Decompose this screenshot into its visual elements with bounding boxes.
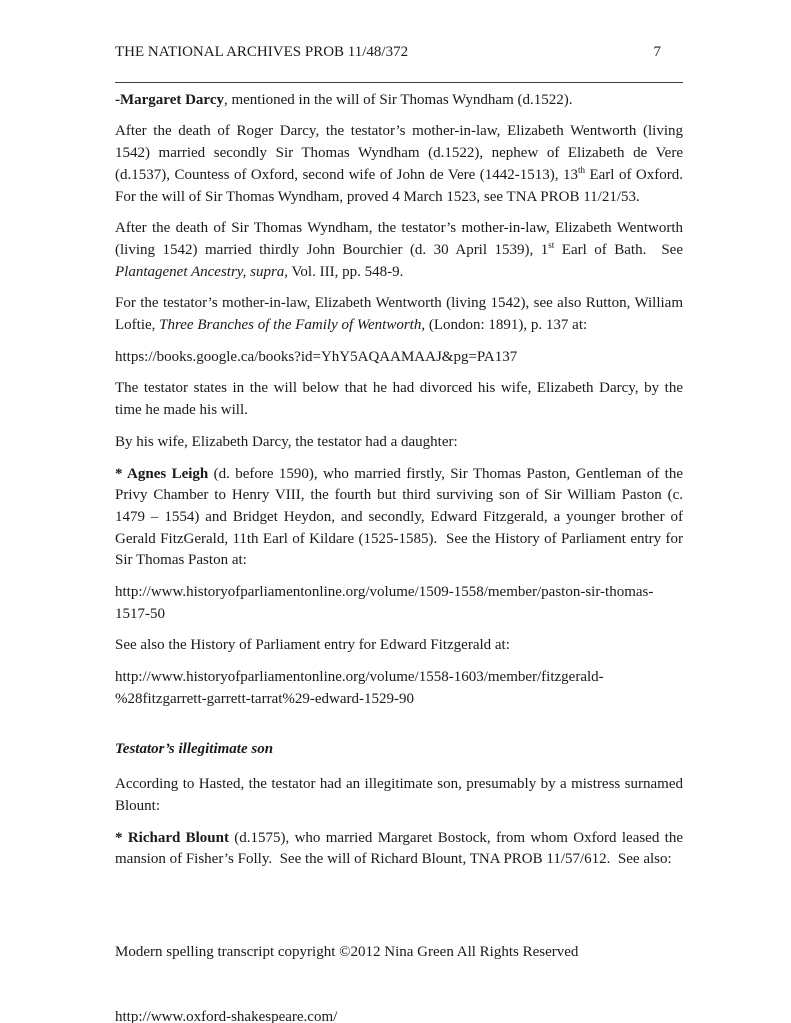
paragraph-divorce-statement: The testator states in the will below that he had divorced his wife, Elizabeth Darcy, by the time he made his will. [115, 380, 687, 419]
paragraph-fitzgerald-reference: See also the History of Parliament entry for Edward Fitzgerald at: [115, 637, 510, 654]
book-title-three-branches: Three Branches of the Family of Wentworth [159, 317, 422, 334]
url-history-parliament-fitzgerald: http://www.historyofparliamentonline.org/volume/1558-1603/member/fitzgerald- %28fitzgarrett-garrett-tarrat%29-edward-1529-90 [115, 669, 604, 707]
page-header [115, 42, 683, 64]
url-google-books: https://books.google.ca/books?id=YhY5AQAAMAAJ&pg=PA137 [115, 348, 518, 365]
ordinal-superscript: st [548, 239, 555, 250]
footer-copyright: Modern spelling transcript copyright ©2012 Nina Green All Rights Reserved [115, 943, 579, 960]
paragraph-margaret-darcy: -Margaret Darcy, mentioned in the will of Sir Thomas Wyndham (d.1522). [115, 91, 573, 108]
section-heading-illegitimate-son: Testator’s illegitimate son [115, 740, 274, 757]
margaret-darcy-name: -Margaret Darcy [115, 91, 224, 108]
richard-blount-name: * Richard Blount [115, 829, 229, 846]
paragraph-hasted-blount: According to Hasted, the testator had an illegitimate son, presumably by a mistress surnamed Blount: [115, 776, 687, 814]
header-rule [115, 82, 683, 83]
agnes-leigh-name: * Agnes Leigh [115, 465, 209, 482]
document-title: THE NATIONAL ARCHIVES PROB 11/48/372 [115, 44, 409, 60]
page-number: 7 [653, 44, 661, 60]
paragraph-richard-blount: * Richard Blount (d.1575), who married Margaret Bostock, from whom Oxford leased the mansion of Fisher’s Folly. See the will of Richard Blount, TNA PROB 11/57/612. See also: [115, 829, 687, 868]
paragraph-roger-darcy-wyndham: After the death of Roger Darcy, the testator’s mother-in-law, Elizabeth Wentworth (living 1542) married secondly Sir Thomas Wyndham (d.1522), nephew of Elizabeth de Vere (d.1537), Countess of Oxford, second wife of John de Vere (1442-1513), 13th Earl of Oxford. For the will of Sir Thomas Wyndham, proved 4 March 1523, see TNA PROB 11/21/53. [115, 123, 691, 205]
footer-website-url: http://www.oxford-shakespeare.com/ [115, 1008, 338, 1023]
paragraph-wentworth-reference: For the testator’s mother-in-law, Elizabeth Wentworth (living 1542), see also Rutton, William Loftie, Three Branches of the Family of Wentworth, (London: 1891), p. 137 at: [115, 295, 687, 334]
url-history-parliament-paston: http://www.historyofparliamentonline.org/volume/1509-1558/member/paston-sir-thomas- 1517-50 [115, 584, 654, 622]
ordinal-superscript: th [578, 164, 586, 175]
page-footer [115, 898, 683, 1023]
paragraph-daughter-intro: By his wife, Elizabeth Darcy, the testator had a daughter: [115, 433, 458, 450]
book-title-plantagenet-ancestry: Plantagenet Ancestry, supra [115, 263, 285, 280]
paragraph-wyndham-bourchier: After the death of Sir Thomas Wyndham, the testator’s mother-in-law, Elizabeth Wentworth (living 1542) married thirdly John Bourchier (d. 30 April 1539), 1st Earl of Bath. See Plantagenet Ancestry, supra, Vol. III, pp. 548-9. [115, 220, 687, 280]
paragraph-agnes-leigh: * Agnes Leigh (d. before 1590), who married firstly, Sir Thomas Paston, Gentleman of the Privy Chamber to Henry VIII, the fourth but third surviving son of Sir William Paston (c. 1479 – 1554) and Bridget Heydon, and secondly, Edward Fitzgerald, a younger brother of Gerald FitzGerald, 11th Earl of Kildare (1525-1585). See the History of Parliament entry for Sir Thomas Paston at: [115, 465, 687, 569]
